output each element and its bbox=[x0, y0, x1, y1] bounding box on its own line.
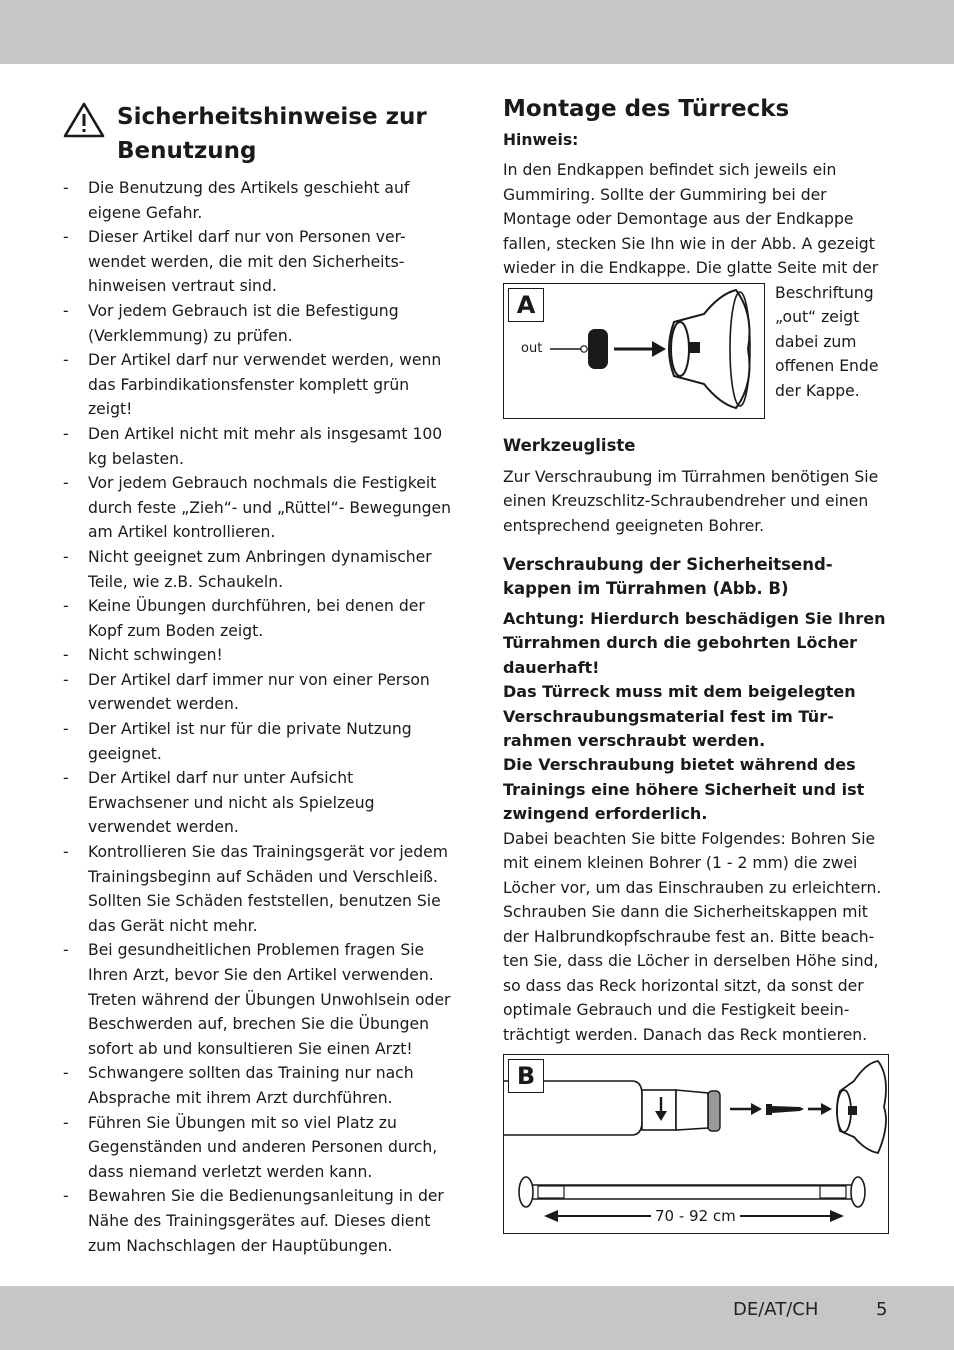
list-item: - Nicht schwingen! bbox=[63, 643, 455, 668]
instructions-text: Dabei beachten Sie bitte Folgendes: Bohren Sie mit einem kleinen Bohrer (1 - 2 mm) die zwei Löcher vor, um das Einschrauben zu erleichtern. Schrauben Sie dann die Sicherheitskappen mit der Halbrundkopfschraube fest an. Bitte beach-ten Sie, dass die Löcher in derselben Höhe sind, so dass das Reck horizontal sitzt, da sonst der optimale Gebrauch und die Festigkeit beein-trächtigt werden. Danach das Reck montieren. bbox=[503, 829, 882, 1044]
assembly-title: Montage des Türrecks bbox=[503, 96, 790, 122]
figure-a bbox=[503, 283, 765, 419]
list-item: - Vor jedem Gebrauch nochmals die Festigkeit durch feste „Zieh“- und „Rüttel“- Bewegungen am Artikel kontrollieren. bbox=[63, 471, 455, 545]
warning-2: Das Türreck muss mit dem beigelegten Verschraubungsmaterial fest im Tür-rahmen verschraubt werden. bbox=[503, 682, 856, 751]
warning-1: Achtung: Hierdurch beschädigen Sie Ihren Türrahmen durch die gebohrten Löcher dauerhaft! bbox=[503, 609, 886, 677]
list-item: - Der Artikel darf nur verwendet werden, wenn das Farbindikationsfenster komplett grün zeigt! bbox=[63, 348, 455, 422]
list-item: - Schwangere sollten das Training nur nach Absprache mit ihrem Arzt durchführen. bbox=[63, 1061, 455, 1110]
screw-heading: Verschraubung der Sicherheitsend-kappen im Türrahmen (Abb. B) bbox=[503, 555, 833, 598]
note-text-side: Beschriftung „out“ zeigt dabei zum offenen Ende der Kappe. bbox=[775, 283, 879, 400]
list-item: - Der Artikel darf nur unter Aufsicht Erwachsener und nicht als Spielzeug verwendet werden. bbox=[63, 766, 455, 840]
safety-title: Sicherheitshinweise zur Benutzung bbox=[117, 104, 427, 164]
figure-b-label: B bbox=[508, 1059, 544, 1093]
figure-a-row bbox=[503, 281, 891, 419]
note-heading: Hinweis: bbox=[503, 131, 579, 149]
list-item: - Führen Sie Übungen mit so viel Platz zu Gegenständen und anderen Personen durch, dass niemand verletzt werden kann. bbox=[63, 1111, 455, 1185]
list-item: - Bei gesundheitlichen Problemen fragen Sie Ihren Arzt, bevor Sie den Artikel verwenden. Treten während der Übungen Unwohlsein oder Beschwerden auf, brechen Sie die Übungen sofort ab und konsultieren Sie einen Arzt! bbox=[63, 938, 455, 1061]
tools-text: Zur Verschraubung im Türrahmen benötigen Sie einen Kreuzschlitz-Schraubendreher und einen entsprechend geeigneten Bohrer. bbox=[503, 467, 879, 535]
range-label: 70 - 92 cm bbox=[651, 1207, 740, 1225]
warning-triangle-icon bbox=[63, 102, 105, 138]
list-item: - Der Artikel ist nur für die private Nutzung geeignet. bbox=[63, 717, 455, 766]
list-item: - Vor jedem Gebrauch ist die Befestigung (Verklemmung) zu prüfen. bbox=[63, 299, 455, 348]
list-item: - Die Benutzung des Artikels geschieht auf eigene Gefahr. bbox=[63, 176, 455, 225]
figure-b bbox=[503, 1054, 889, 1234]
figure-a-label: A bbox=[508, 288, 544, 322]
list-item: - Der Artikel darf immer nur von einer Person verwendet werden. bbox=[63, 668, 455, 717]
list-item: - Bewahren Sie die Bedienungsanleitung in der Nähe des Trainingsgerätes auf. Dieses dient zum Nachschlagen der Hauptübungen. bbox=[63, 1184, 455, 1258]
list-item: - Den Artikel nicht mit mehr als insgesamt 100 kg belasten. bbox=[63, 422, 455, 471]
list-item: - Nicht geeignet zum Anbringen dynamischer Teile, wie z.B. Schaukeln. bbox=[63, 545, 455, 594]
tools-heading: Werkzeugliste bbox=[503, 435, 636, 455]
safety-heading bbox=[63, 100, 455, 168]
page-number: 5 bbox=[876, 1299, 888, 1320]
list-item: - Keine Übungen durchführen, bei denen der Kopf zum Boden zeigt. bbox=[63, 594, 455, 643]
note-text: In den Endkappen befindet sich jeweils ein Gummiring. Sollte der Gummiring bei der Montage oder Demontage aus der Endkappe fallen, stecken Sie Ihn wie in der Abb. A gezeigt wieder in die Endkappe. Die glatte Seite mit der bbox=[503, 161, 879, 277]
assembly-section bbox=[503, 92, 891, 1234]
list-item: - Dieser Artikel darf nur von Personen ver-wendet werden, die mit den Sicherheits-hinweisen vertraut sind. bbox=[63, 225, 455, 299]
out-label: out bbox=[521, 340, 543, 356]
safety-list bbox=[63, 176, 455, 1258]
header-band bbox=[0, 0, 954, 64]
list-item: - Kontrollieren Sie das Trainingsgerät vor jedem Trainingsbeginn auf Schäden und Verschleiß. Sollten Sie Schäden feststellen, benutzen Sie das Gerät nicht mehr. bbox=[63, 840, 455, 938]
footer-region: DE/AT/CH bbox=[733, 1299, 819, 1320]
warning-3: Die Verschraubung bietet während des Trainings eine höhere Sicherheit und ist zwingend erforderlich. bbox=[503, 755, 865, 824]
safety-section bbox=[63, 100, 455, 1258]
